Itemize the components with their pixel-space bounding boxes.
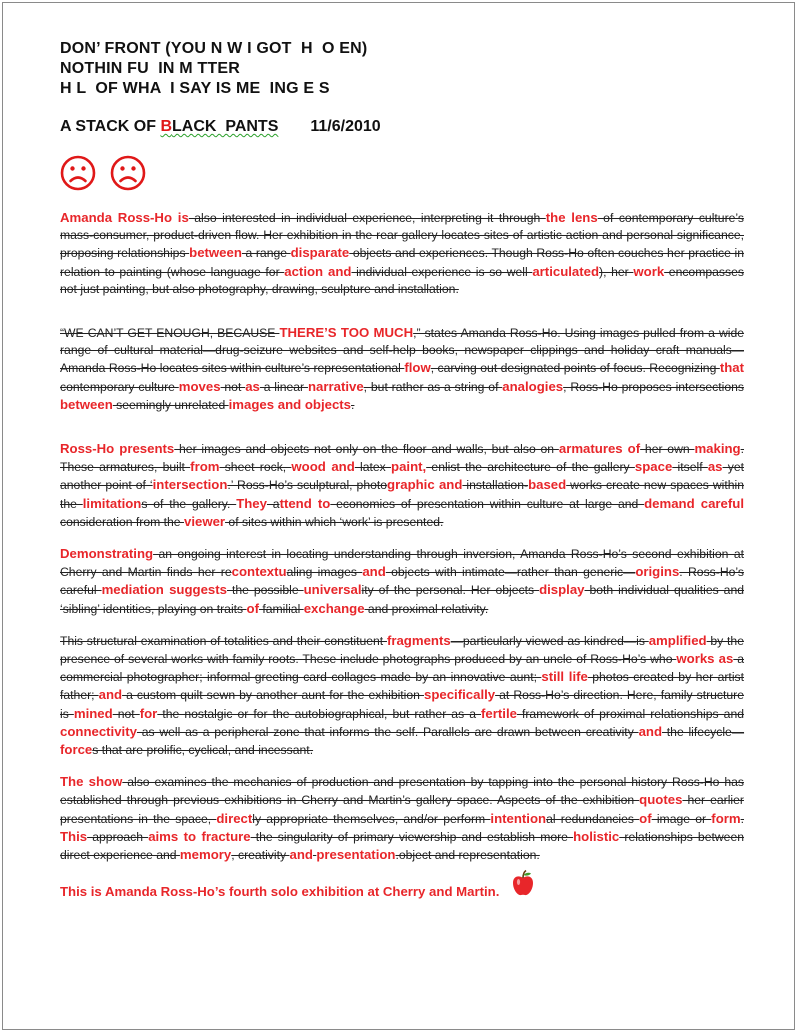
struck-text: image or bbox=[651, 811, 712, 826]
highlight-word: mined bbox=[73, 705, 113, 721]
struck-text: , Ross-Ho proposes intersections bbox=[563, 379, 744, 394]
highlight-word: of bbox=[639, 810, 652, 826]
struck-text: relationships between direct experience and bbox=[60, 829, 745, 863]
struck-text: individual experience is so well bbox=[351, 264, 533, 279]
highlight-word: aims to fracture bbox=[148, 828, 251, 844]
struck-text: .object and representation. bbox=[395, 848, 540, 863]
highlight-word: space bbox=[634, 459, 673, 475]
highlight-word: articulated bbox=[532, 263, 600, 279]
highlight-word: direct bbox=[216, 810, 253, 826]
highlight-word: work bbox=[633, 263, 665, 279]
struck-text: “WE CAN’T GET ENOUGH, BECAUSE bbox=[60, 326, 280, 341]
struck-text: s that are prolific, cyclical, and incessant. bbox=[92, 743, 314, 758]
highlight-word: as bbox=[707, 459, 723, 475]
document-content bbox=[60, 39, 744, 899]
highlight-word: limitation bbox=[82, 495, 142, 511]
struck-text: This structural examination of totalities and their constituent bbox=[60, 633, 387, 648]
highlight-word: graphic and bbox=[387, 477, 463, 493]
highlight-word: the lens bbox=[545, 210, 598, 225]
highlight-word: They bbox=[236, 495, 267, 511]
struck-text: consideration from the bbox=[60, 514, 184, 529]
header-line-3: H L OF WHA I SAY IS ME ING E S bbox=[60, 80, 330, 97]
highlight-word: disparate bbox=[290, 245, 350, 261]
title-rest: LACK PANTS bbox=[172, 118, 279, 135]
struck-text: also interested in individual experience, interpreting it through bbox=[188, 211, 546, 225]
struck-text: a commercial photographer; informal greeting card collages made by an innovative aunt; bbox=[60, 652, 744, 685]
struck-text: the lifecycle— bbox=[662, 724, 745, 739]
highlight-word: form bbox=[711, 810, 741, 826]
highlight-word: and bbox=[98, 687, 123, 703]
highlight-word: origins bbox=[635, 564, 680, 580]
header-line-1: DON’ FRONT (YOU N W I GOT H O EN) bbox=[60, 40, 368, 57]
struck-text: objects with intimate—rather than generic— bbox=[385, 565, 636, 580]
struck-text: ), her bbox=[599, 264, 634, 279]
highlight-word: specifically bbox=[424, 687, 496, 703]
struck-text: not bbox=[220, 379, 246, 394]
struck-text: yet another point of ‘ bbox=[60, 460, 744, 493]
paragraph-4 bbox=[60, 545, 744, 618]
highlight-word: amplified bbox=[648, 632, 707, 648]
struck-text: of sites within which ‘work’ is presented. bbox=[225, 514, 444, 529]
document-page bbox=[2, 2, 795, 1030]
struck-text: an ongoing interest in locating understanding through inversion, Amanda Ross-Ho’s second exhibition at Cherry and Martin finds her re bbox=[60, 547, 744, 580]
highlight-word: force bbox=[60, 742, 93, 758]
highlight-word: moves bbox=[178, 378, 221, 394]
highlight-word: flow bbox=[404, 360, 431, 376]
highlight-word: fragments bbox=[386, 632, 451, 648]
struck-text: .’ Ross-Ho’s sculptural, photo bbox=[227, 478, 388, 493]
struck-text: ity of the personal. Her objects bbox=[361, 583, 540, 598]
highlight-word: Demonstrating bbox=[60, 546, 154, 562]
struck-text: —particularly viewed as kindred—is bbox=[450, 633, 649, 648]
struck-text: framework of proximal relationships and bbox=[516, 706, 745, 721]
title-b-letter: B bbox=[160, 118, 172, 135]
struck-text: , carving out designated points of focus. Recognizing bbox=[430, 361, 720, 376]
struck-text: not bbox=[112, 706, 140, 721]
highlight-word: works as bbox=[676, 651, 734, 667]
highlight-word: making bbox=[694, 441, 741, 457]
struck-text: at Ross-Ho’s direction. Here, family structure is bbox=[60, 688, 745, 721]
struck-text: seemingly unrelated bbox=[112, 397, 229, 412]
struck-text: as well as a peripheral zone that informs the self. Parallels are drawn between creativity bbox=[136, 724, 639, 739]
highlight-word: still life bbox=[541, 669, 588, 685]
highlight-word: fertile bbox=[481, 705, 517, 721]
highlight-word: holistic bbox=[573, 828, 620, 844]
struck-text: approach bbox=[87, 829, 149, 844]
highlight-word: This bbox=[60, 828, 88, 844]
highlight-word: wood and bbox=[291, 459, 355, 475]
struck-text: . bbox=[740, 811, 744, 826]
highlight-word: Amanda Ross-Ho is bbox=[60, 210, 189, 225]
struck-text: the possible bbox=[227, 583, 304, 598]
struck-text: . These armatures, built bbox=[60, 442, 744, 475]
highlight-word: universal bbox=[303, 582, 362, 598]
highlight-word: and bbox=[638, 723, 663, 739]
header-line-2: NOTHIN FU IN M TTER bbox=[60, 60, 240, 77]
struck-text: s of the gallery. bbox=[141, 496, 237, 511]
frowning-face-icon bbox=[110, 155, 146, 191]
header-block bbox=[60, 39, 744, 99]
highlight-word: images and objects bbox=[228, 396, 352, 412]
highlight-word: between bbox=[60, 396, 113, 412]
struck-text: installation- bbox=[462, 478, 529, 493]
highlight-word: and bbox=[289, 847, 313, 863]
highlight-word: contextu bbox=[231, 564, 287, 580]
highlight-word: ttend to bbox=[279, 495, 331, 511]
struck-text: her earlier presentations in the space, bbox=[60, 793, 744, 826]
closing-line bbox=[60, 884, 744, 899]
struck-text: a custom quilt sewn by another aunt for the exhibition bbox=[122, 688, 424, 703]
highlight-word: The show bbox=[60, 774, 123, 790]
frowning-face-icon bbox=[60, 155, 96, 191]
title-date: 11/6/2010 bbox=[310, 118, 381, 135]
title-prefix: A STACK OF bbox=[60, 118, 161, 135]
highlight-word: analogies bbox=[502, 378, 564, 394]
highlight-word: presentation bbox=[316, 847, 396, 863]
closing-text: This is Amanda Ross-Ho’s fourth solo exhibition at Cherry and Martin. bbox=[60, 884, 500, 900]
highlight-word: armatures of bbox=[558, 441, 641, 457]
struck-text: economies of presentation within culture at large and bbox=[330, 496, 645, 511]
highlight-word: connectivity bbox=[60, 723, 137, 739]
struck-text: latex bbox=[354, 460, 392, 475]
highlight-word: memory bbox=[179, 847, 232, 863]
struck-text: contemporary culture bbox=[60, 379, 179, 394]
highlight-word: based bbox=[528, 477, 567, 493]
struck-text: both individual qualities and ‘sibling’ identities, playing on traits bbox=[60, 583, 744, 616]
highlight-word: narrative bbox=[307, 378, 364, 394]
struck-text: the nostalgic or for the autobiographical, but rather as a bbox=[157, 706, 482, 721]
struck-text: objects and experiences. Though Ross-Ho often couches her practice in relation to painting (whose language for bbox=[60, 246, 744, 279]
highlight-word: paint, bbox=[391, 459, 427, 475]
highlight-word: quotes bbox=[639, 792, 683, 808]
struck-text: of contemporary culture’s mass-consumer, product-driven flow. Her exhibition in the rear gallery locates sites of artistic action and personal significance, proposing relationships bbox=[60, 211, 744, 261]
struck-text: her own bbox=[640, 442, 695, 457]
highlight-word: display bbox=[539, 582, 585, 598]
highlight-word: action and bbox=[284, 263, 352, 279]
highlight-word: and bbox=[362, 564, 386, 580]
highlight-word: that bbox=[719, 360, 744, 376]
struck-text: encompasses not just painting, but also photography, drawing, sculpture and installation. bbox=[60, 264, 744, 296]
struck-text: works create new spaces within the bbox=[60, 478, 744, 511]
highlight-word: demand careful bbox=[644, 495, 744, 511]
struck-text: ly appropriate themselves, and/or perform bbox=[252, 811, 491, 826]
struck-text: . Ross-Ho’s careful bbox=[60, 565, 744, 598]
paragraph-2 bbox=[60, 324, 744, 414]
document-title bbox=[60, 117, 744, 137]
struck-text: ,” states Amanda Ross-Ho. Using images pulled from a wide range of cultural material—drug-seizure websites and self-help books, newspaper clippings and holiday craft manuals—Amanda Ross-Ho locates sites within culture’s representational bbox=[60, 326, 745, 376]
struck-text: a linear bbox=[259, 379, 308, 394]
struck-text: a range bbox=[241, 246, 291, 261]
paragraph-3 bbox=[60, 440, 744, 531]
struck-text: enlist the architecture of the gallery bbox=[426, 460, 635, 475]
highlight-word: exchange bbox=[303, 600, 365, 616]
highlight-word: Ross-Ho presents bbox=[60, 441, 175, 457]
struck-text: photos created by her artist father; bbox=[60, 670, 745, 703]
struck-text: , creativity bbox=[231, 848, 290, 863]
highlight-word: for bbox=[139, 705, 158, 721]
struck-text: . bbox=[351, 397, 355, 412]
struck-text: familial bbox=[258, 601, 304, 616]
highlight-word: as bbox=[245, 378, 260, 394]
struck-text: a bbox=[266, 496, 280, 511]
highlight-word: viewer bbox=[183, 513, 226, 529]
paragraph-6 bbox=[60, 773, 744, 864]
struck-text: her images and objects not only on the floor and walls, but also on bbox=[174, 442, 559, 457]
red-apple-icon bbox=[511, 869, 535, 897]
struck-text: and proximal relativity. bbox=[364, 601, 489, 616]
faces-row bbox=[60, 155, 744, 195]
struck-text: , but rather as a string of bbox=[363, 379, 503, 394]
struck-text: itself bbox=[672, 460, 708, 475]
struck-text: sheet rock, bbox=[219, 460, 292, 475]
highlight-word: intention bbox=[490, 810, 547, 826]
highlight-word: of bbox=[246, 600, 259, 616]
highlight-word: THERE’S TOO MUCH bbox=[279, 325, 414, 341]
highlight-word: intersection bbox=[152, 477, 228, 493]
highlight-word: mediation suggests bbox=[101, 582, 227, 598]
highlight-word: between bbox=[189, 245, 242, 261]
struck-text: by the presence of several works with family roots. These include photographs produced by an uncle of Ross-Ho’s who bbox=[60, 633, 744, 667]
struck-text: the singularity of primary viewership and establish more bbox=[250, 829, 574, 844]
struck-text: al redundancies bbox=[546, 811, 640, 826]
highlight-word: from bbox=[190, 459, 220, 475]
struck-text: also examines the mechanics of production and presentation by tapping into the personal history Ross-Ho has established through previous exhibitions in Cherry and Martin’s gallery space. Aspects of the exhibition bbox=[60, 775, 744, 808]
paragraph-5 bbox=[60, 632, 744, 759]
paragraph-1 bbox=[60, 209, 744, 298]
struck-text: aling images bbox=[286, 565, 363, 580]
